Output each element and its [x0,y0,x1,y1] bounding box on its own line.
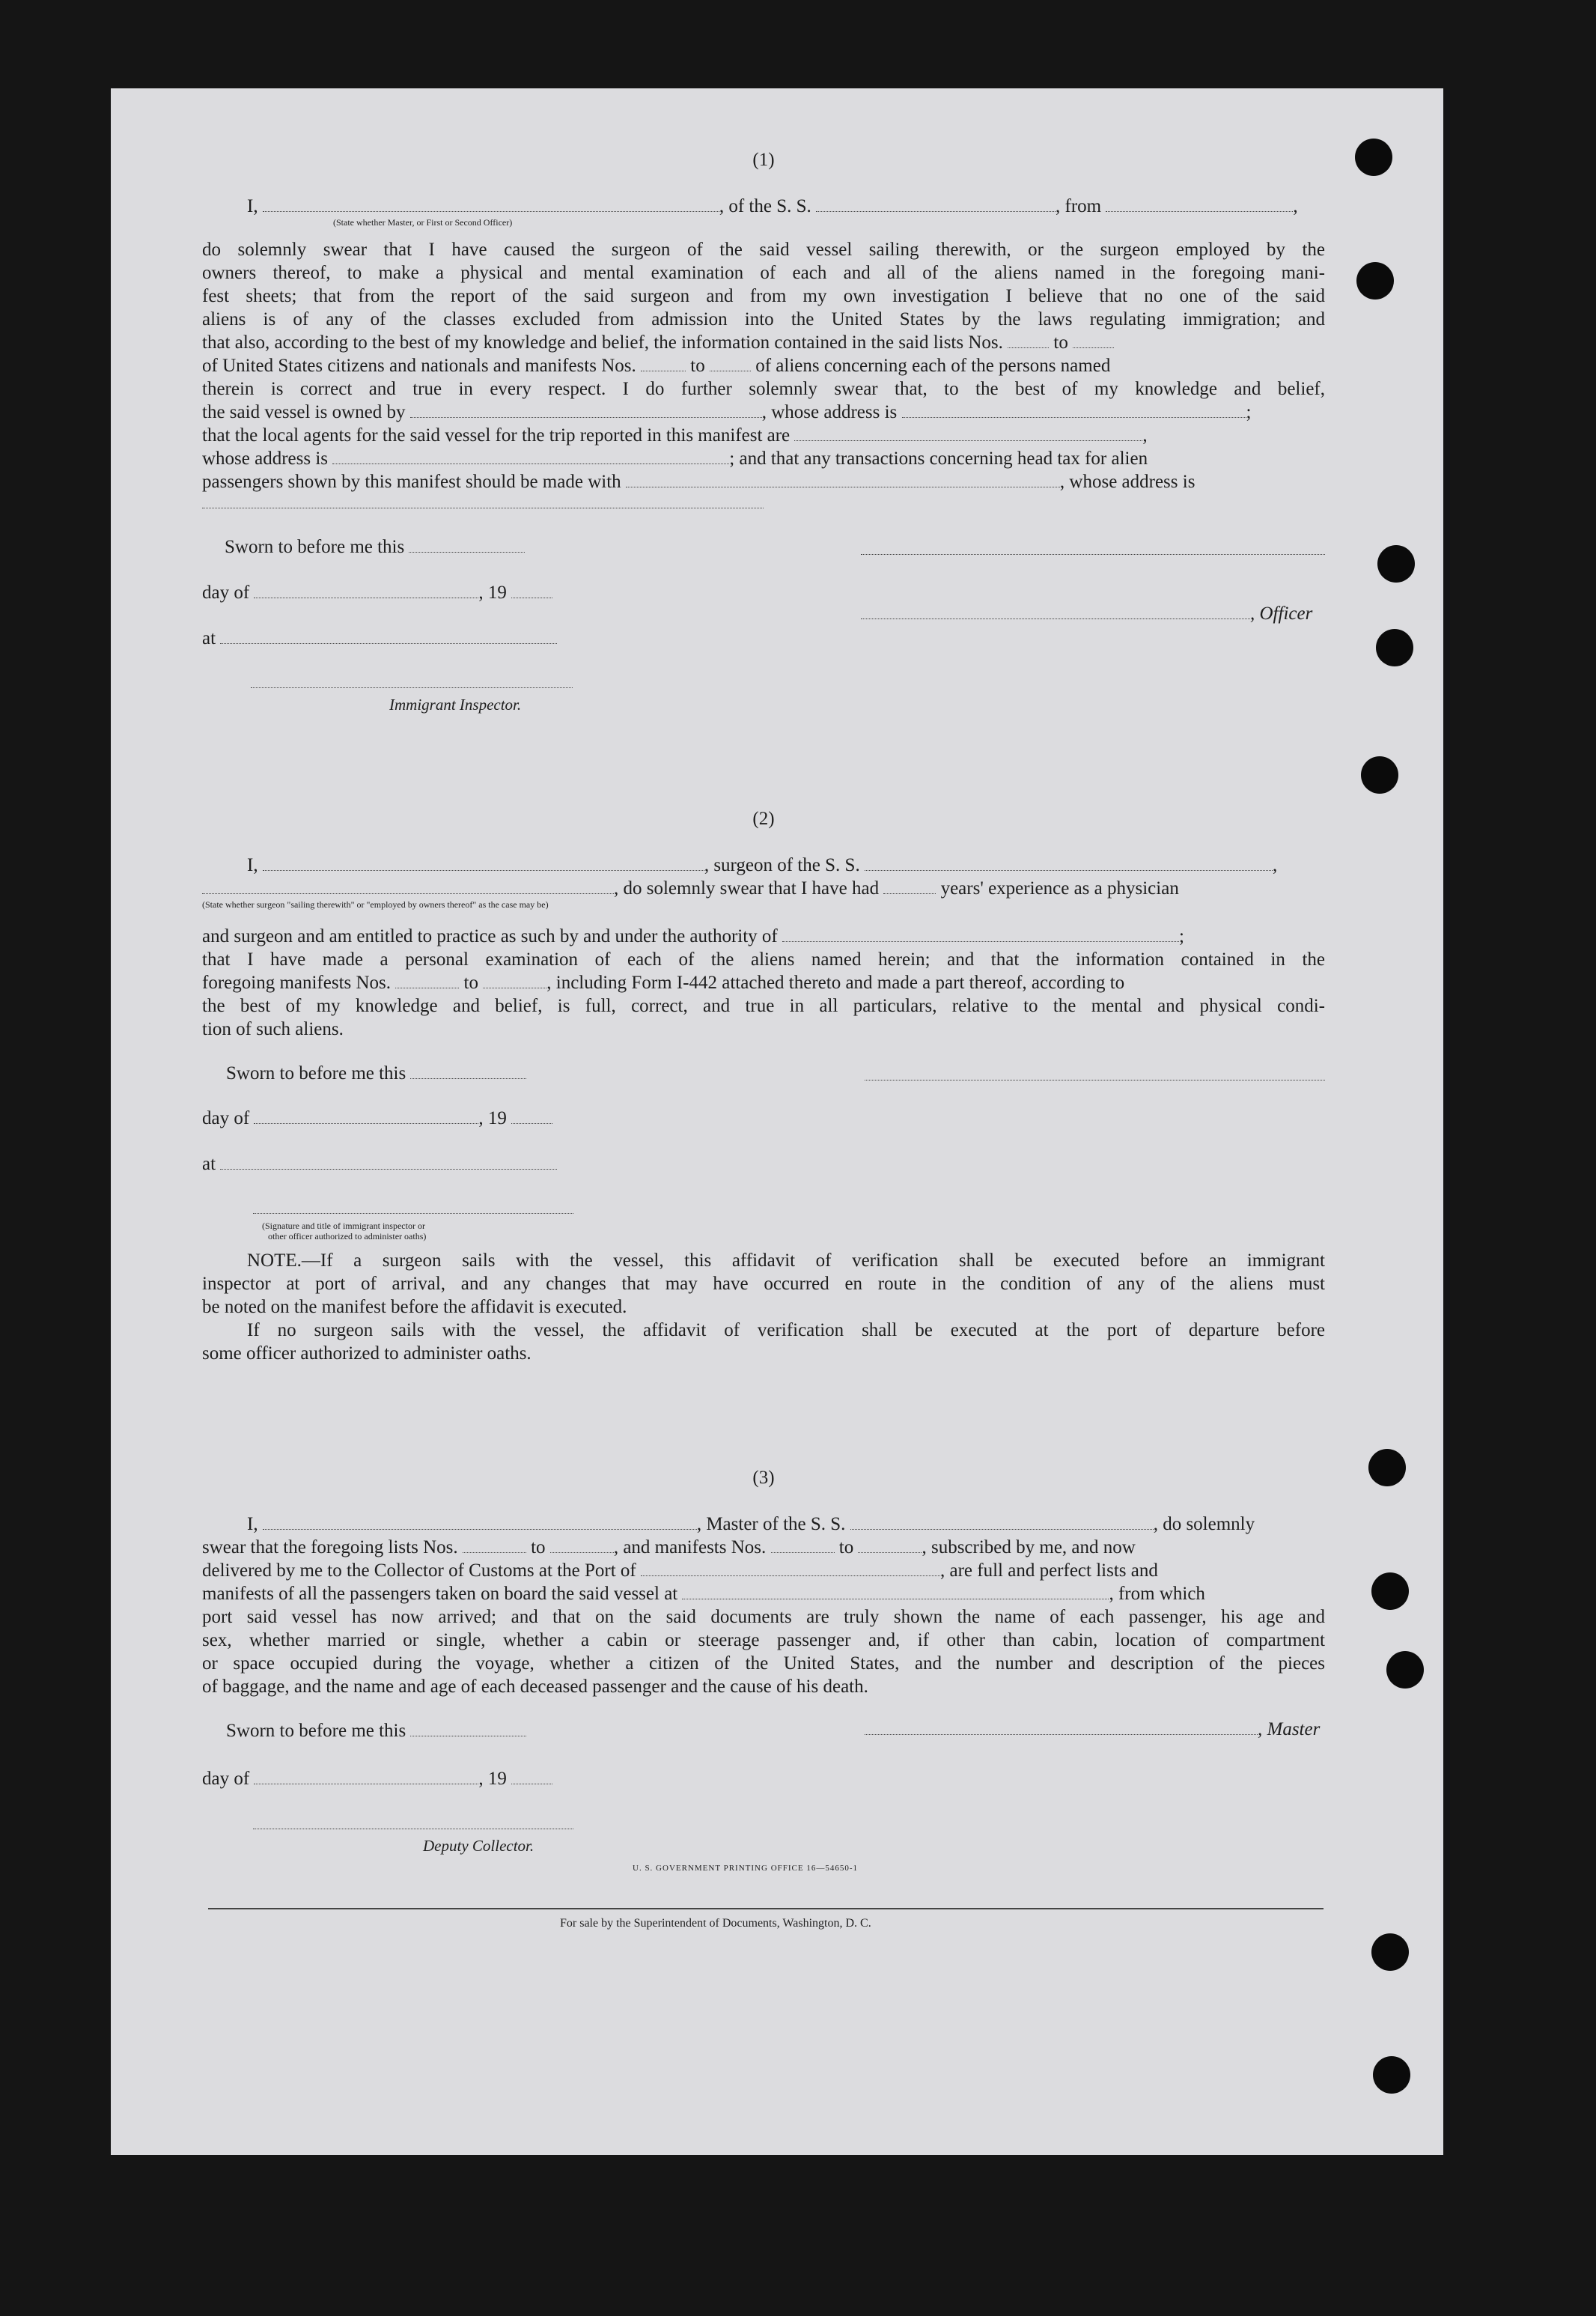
place-field[interactable] [220,628,557,644]
vessel-name-field[interactable] [816,196,1056,212]
lists-to-field[interactable] [550,1537,614,1553]
departure-port-field[interactable] [1106,196,1293,212]
binder-hole [1376,629,1413,666]
sworn-date-field[interactable] [410,1721,526,1736]
day-label: day of , 19 [202,1767,552,1790]
binder-hole [1377,545,1415,583]
deputy-label: Deputy Collector. [423,1837,534,1855]
vessel-name-field[interactable] [865,855,1273,871]
oath-text: aliens is of any of the classes excluded from admission into the United States by the laws regulating immigration; and [202,309,1325,329]
oath-line: swear that the foregoing lists Nos. to , and manifests Nos. to , subscribed by me, and now [202,1537,1136,1557]
oath-text: port said vessel has now arrived; and that on the said documents are truly shown the name of each passenger, his age and [202,1607,1325,1627]
oath-text: fest sheets; that from the report of the said surgeon and from my own investigation I believe that no one of the said [202,286,1325,306]
oath-line: I, , of the S. S. , from , [247,196,1298,216]
affidavit-master-lists-section [202,1468,1325,1887]
note-text: NOTE.—If a surgeon sails with the vessel, this affidavit of verification shall be executed before an immigrant [247,1250,1325,1271]
oath-text: that also, according to the best of my knowledge and belief, the information contained in the said lists Nos. to [202,331,1114,354]
day-month-field[interactable] [254,1108,478,1124]
owner-address-field[interactable] [902,402,1246,418]
year-field[interactable] [511,583,552,598]
officer-name-field[interactable] [263,196,719,212]
oath-text: of United States citizens and nationals and manifests Nos. to of aliens concerning each of the persons named [202,356,1111,376]
sworn-date-field[interactable] [410,1063,526,1079]
section-number: (2) [752,809,775,829]
oath-text: and surgeon and am entitled to practice as such by and under the authority of ; [202,926,1184,946]
binder-hole [1386,1651,1424,1689]
oath-text: that I have made a personal examination of each of the aliens named herein; and that the information contained in the [202,949,1325,970]
lists-from-field[interactable] [463,1537,526,1553]
signature-line[interactable] [861,554,1325,555]
manifests-from-field[interactable] [395,973,459,988]
lists-from-field[interactable] [1008,332,1049,348]
oath-line: , do solemnly swear that I have had years' experience as a physician [202,877,1179,900]
manifests-from-field[interactable] [641,356,686,371]
binder-hole [1371,1572,1409,1610]
affidavit-master-section [202,150,1325,719]
field-caption: (State whether Master, or First or Second Officer) [333,217,513,228]
oath-line: manifests of all the passengers taken on board the said vessel at , from which [202,1584,1205,1604]
section-number: (1) [752,150,775,170]
master-signature-field[interactable] [865,1719,1258,1735]
year-field[interactable] [511,1769,552,1784]
sale-notice: For sale by the Superintendent of Documents, Washington, D. C. [560,1917,871,1930]
local-agents-field[interactable] [794,425,1142,441]
authority-field[interactable] [782,926,1179,942]
oath-text: foregoing manifests Nos. to , including Form I-442 attached thereto and made a part thereof, according to [202,973,1125,993]
owner-field[interactable] [410,402,762,418]
place-field[interactable] [220,1154,557,1170]
port-field[interactable] [641,1560,940,1576]
manifests-to-field[interactable] [710,356,751,371]
oath-text: sex, whether married or single, whether a cabin or steerage passenger and, if other than cabin, location of compartment [202,1630,1325,1650]
signature-caption: other officer authorized to administer oaths) [268,1231,427,1241]
note-text: some officer authorized to administer oaths. [202,1343,532,1364]
oath-line: I, , Master of the S. S. , do solemnly [247,1514,1255,1534]
manifests-from-field[interactable] [771,1537,835,1553]
sworn-label: Sworn to before me this [226,1719,526,1742]
years-field[interactable] [883,878,936,894]
affidavit-surgeon-section [202,809,1325,1378]
note-text: If no surgeon sails with the vessel, the affidavit of verification shall be executed at the port of departure before [247,1320,1325,1340]
binder-hole [1373,2056,1410,2094]
officer-signature-field[interactable] [861,604,1250,619]
agents-address-field[interactable] [332,449,729,464]
oath-text: or space occupied during the voyage, whether a citizen of the United States, and the number and description of the pieces [202,1653,1325,1674]
surgeon-status-field[interactable] [202,878,614,894]
year-field[interactable] [511,1108,552,1124]
note-text: inspector at port of arrival, and any changes that may have occurred en route in the condition of any of the aliens must [202,1274,1325,1294]
manifests-to-field[interactable] [483,973,546,988]
day-month-field[interactable] [254,1769,478,1784]
binder-hole [1368,1449,1406,1486]
inspector-label: Immigrant Inspector. [389,696,522,714]
at-label: at [202,1152,557,1176]
embarkation-port-field[interactable] [682,1584,1109,1599]
day-month-field[interactable] [254,583,478,598]
binder-hole [1361,756,1398,794]
oath-text: that the local agents for the said vessel for the trip reported in this manifest are , [202,425,1148,446]
field-caption: (State whether surgeon "sailing therewith" or "employed by owners thereof" as the case may be) [202,899,549,910]
master-signature-line: , Master [865,1719,1320,1740]
vessel-name-field[interactable] [850,1514,1154,1530]
section-number: (3) [752,1468,775,1488]
oath-text: the said vessel is owned by , whose address is ; [202,402,1252,422]
officer-signature-line: , Officer [861,604,1312,624]
sworn-label: Sworn to before me this [225,535,525,559]
oath-line: delivered by me to the Collector of Customs at the Port of , are full and perfect lists and [202,1560,1158,1581]
printing-office-imprint: U. S. GOVERNMENT PRINTING OFFICE 16—54650-1 [633,1864,859,1873]
binder-hole [1371,1933,1409,1971]
oath-text: of baggage, and the name and age of each deceased passenger and the cause of his death. [202,1677,868,1697]
surgeon-name-field[interactable] [263,855,704,871]
footer-rule [208,1908,1324,1909]
binder-hole [1356,262,1394,300]
oath-line: I, , surgeon of the S. S. , [247,855,1278,875]
officer-signature-line[interactable] [253,1213,573,1214]
master-name-field[interactable] [263,1514,697,1530]
inspector-signature-line[interactable] [251,687,573,688]
head-tax-party-field[interactable] [626,472,1060,487]
day-label: day of , 19 [202,1107,552,1130]
oath-text: owners thereof, to make a physical and mental examination of each and all of the aliens named in the foregoing mani- [202,263,1325,283]
surgeon-signature-line[interactable] [865,1080,1325,1081]
at-label: at [202,627,557,650]
day-label: day of , 19 [202,581,552,604]
oath-text: the best of my knowledge and belief, is full, correct, and true in all particulars, relative to the mental and physical condi- [202,996,1325,1016]
note-text: be noted on the manifest before the affidavit is executed. [202,1297,627,1317]
binder-hole [1355,139,1392,176]
signature-caption: (Signature and title of immigrant inspector or [262,1221,425,1231]
sworn-label: Sworn to before me this [226,1062,526,1085]
manifests-to-field[interactable] [858,1537,922,1553]
oath-text: do solemnly swear that I have caused the surgeon of the said vessel sailing therewith, or the surgeon employed by the [202,240,1325,260]
sworn-date-field[interactable] [409,537,525,553]
oath-text: whose address is ; and that any transactions concerning head tax for alien [202,449,1148,469]
oath-text: passengers shown by this manifest should be made with , whose address is [202,472,1196,492]
oath-text: therein is correct and true in every respect. I do further solemnly swear that, to the best of my knowledge and belief, [202,379,1325,399]
oath-text: tion of such aliens. [202,1019,344,1039]
lists-to-field[interactable] [1073,332,1114,348]
